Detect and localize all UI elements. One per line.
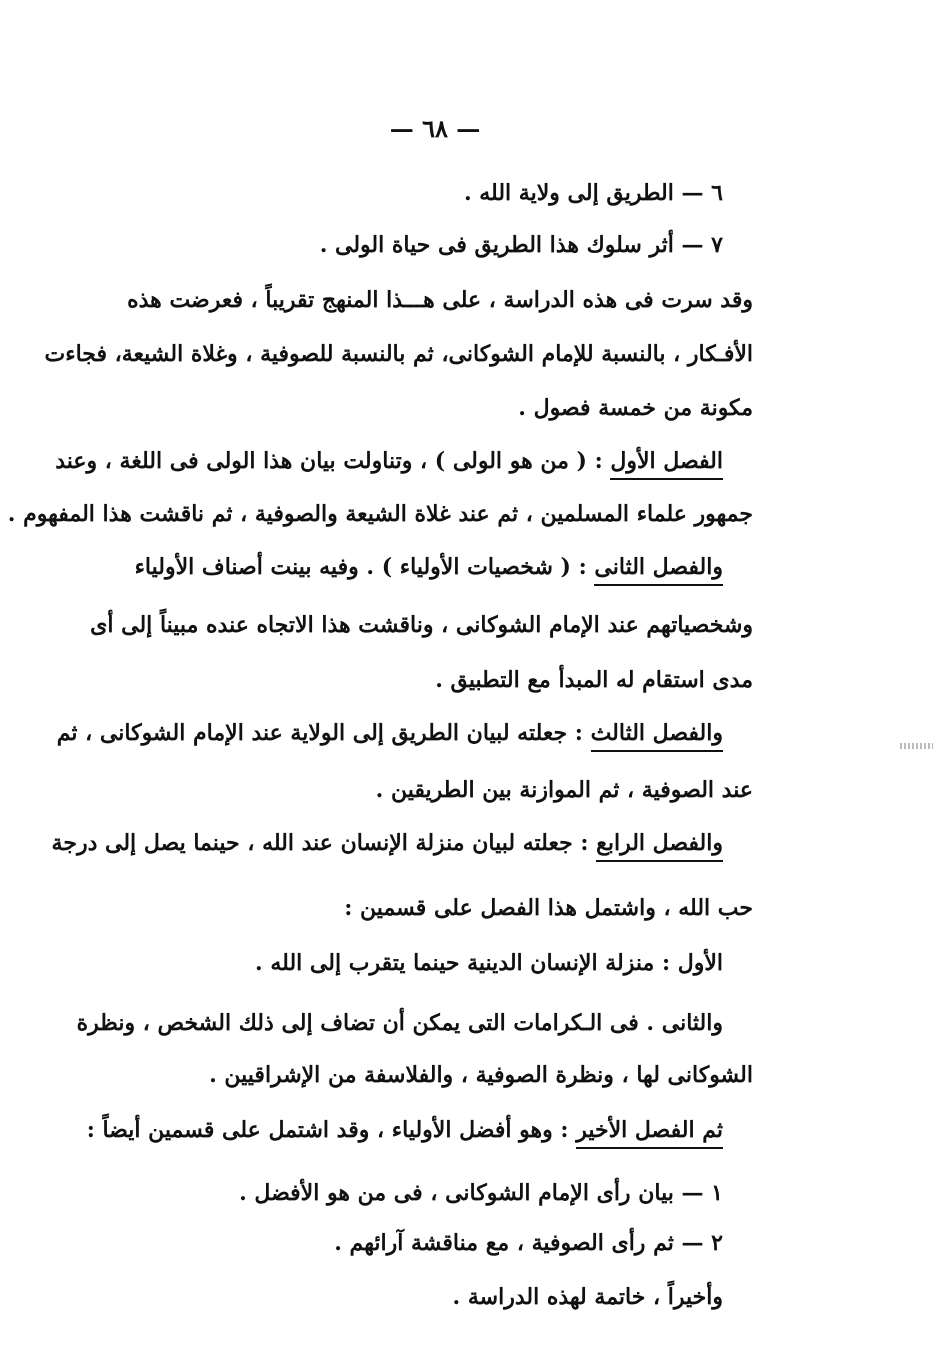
text-line bbox=[90, 610, 753, 640]
line-text: مدى استقام له المبدأ مع التطبيق . bbox=[435, 667, 753, 693]
line-text: ٦ — الطريق إلى ولاية الله . bbox=[463, 180, 723, 206]
text-line bbox=[518, 393, 753, 423]
line-text: ٢ — ثم رأى الصوفية ، مع مناقشة آرائهم . bbox=[334, 1230, 723, 1256]
line-text: الشوكانى لها ، ونظرة الصوفية ، والفلاسفة من الإشراقيين . bbox=[209, 1062, 753, 1088]
line-text: ١ — بيان رأى الإمام الشوكانى ، فى من هو الأفضل . bbox=[239, 1180, 723, 1206]
line-text: : وهو أفضل الأولياء ، وقد اشتمل على قسمين أيضاً : bbox=[86, 1117, 577, 1143]
line-text: وشخصياتهم عند الإمام الشوكانى ، وناقشت هذا الاتجاه عنده مبيناً إلى أى bbox=[90, 612, 753, 638]
text-line bbox=[55, 446, 723, 476]
text-line bbox=[87, 1115, 723, 1145]
text-line bbox=[135, 552, 723, 582]
line-text: عند الصوفية ، ثم الموازنة بين الطريقين . bbox=[375, 777, 753, 803]
line-text: الأول : منزلة الإنسان الدينية حينما يتقرب إلى الله . bbox=[255, 950, 723, 976]
text-line bbox=[435, 665, 753, 695]
line-text: الأفـكار ، بالنسبة للإمام الشوكانى، ثم بالنسبة للصوفية ، وغلاة الشيعة، فجاءت bbox=[44, 341, 753, 367]
chapter-heading: والفصل الرابع bbox=[596, 830, 723, 862]
line-text: : جعلته لبيان منزلة الإنسان عند الله ، حينما يصل إلى درجة bbox=[51, 830, 597, 856]
line-text: : جعلته لبيان الطريق إلى الولاية عند الإمام الشوكانى ، ثم bbox=[56, 720, 591, 746]
scan-artifact bbox=[900, 743, 933, 749]
text-line bbox=[127, 285, 753, 315]
text-line bbox=[464, 178, 723, 208]
text-line bbox=[77, 1008, 723, 1038]
line-text: وأخيراً ، خاتمة لهذه الدراسة . bbox=[452, 1284, 723, 1310]
line-text: مكونة من خمسة فصول . bbox=[518, 395, 753, 421]
text-line bbox=[376, 775, 753, 805]
text-line bbox=[344, 893, 753, 923]
text-line bbox=[57, 718, 723, 748]
line-text: حب الله ، واشتمل هذا الفصل على قسمين : bbox=[344, 895, 753, 921]
line-text: وقد سرت فى هذه الدراسة ، على هـــذا المنهج تقريباً ، فعرضت هذه bbox=[127, 287, 753, 313]
line-text: والثانى . فى الـكرامات التى يمكن أن تضاف إلى ذلك الشخص ، ونظرة bbox=[76, 1010, 723, 1036]
chapter-heading: والفصل الثانى bbox=[594, 554, 723, 586]
text-line bbox=[334, 1228, 723, 1258]
text-line bbox=[453, 1282, 723, 1312]
text-line bbox=[52, 828, 723, 858]
chapter-heading: ثم الفصل الأخير bbox=[576, 1117, 723, 1149]
text-line bbox=[209, 1060, 753, 1090]
text-line bbox=[45, 339, 753, 369]
text-line bbox=[239, 1178, 723, 1208]
chapter-heading: الفصل الأول bbox=[610, 448, 723, 480]
text-line bbox=[255, 948, 723, 978]
text-line bbox=[320, 230, 723, 260]
page-number: — ٦٨ — bbox=[389, 114, 481, 143]
line-text: : ( من هو الولى ) ، وتناولت بيان هذا الولى فى اللغة ، وعند bbox=[55, 448, 611, 474]
line-text: ٧ — أثر سلوك هذا الطريق فى حياة الولى . bbox=[319, 232, 723, 258]
chapter-heading: والفصل الثالث bbox=[591, 720, 723, 752]
line-text: جمهور علماء المسلمين ، ثم عند غلاة الشيعة والصوفية ، ثم ناقشت هذا المفهوم . bbox=[7, 501, 753, 527]
text-line bbox=[8, 499, 753, 529]
line-text: : ( شخصيات الأولياء ) . وفيه بينت أصناف الأولياء bbox=[134, 554, 595, 580]
